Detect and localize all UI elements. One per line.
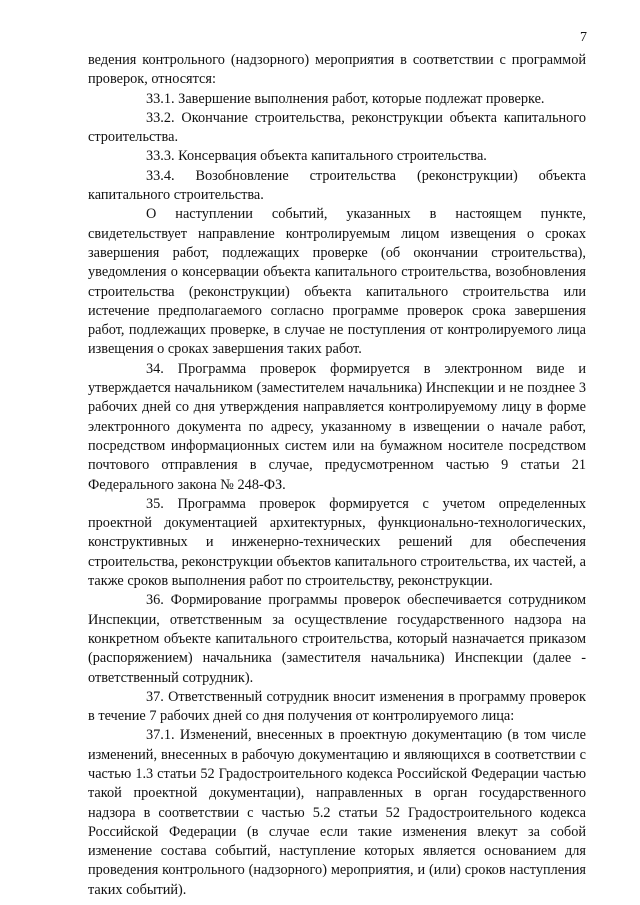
page-number: 7: [580, 30, 587, 45]
paragraph-33-3: 33.3. Консервация объекта капитального строительства.: [146, 148, 487, 165]
document-body: [88, 51, 586, 900]
paragraph-35: 35. Программа проверок формируется с учетом определенных проектной документацией архитектурных, функционально-технологических, конструктивных и инженерно-технических решений для обеспечения строительства, реконструкции объектов капитального строительства, их частей, а также сроков выполнения работ по строительству, реконструкции.: [88, 495, 586, 590]
paragraph-36: 36. Формирование программы проверок обеспечивается сотрудником Инспекции, ответственным за осуществление государственного надзора на конкретном объекте капитального строительства, который назначается приказом (распоряжением) начальника (заместителя начальника) Инспекции (далее - ответственный сотрудник).: [88, 592, 586, 686]
paragraph-37: 37. Ответственный сотрудник вносит изменения в программу проверок в течение 7 рабочих дней со дня получения от контролируемого лица:: [88, 688, 586, 725]
paragraph-continuation: ведения контрольного (надзорного) мероприятия в соответствии с программой проверок, относятся:: [88, 52, 586, 88]
paragraph-33-1: 33.1. Завершение выполнения работ, которые подлежат проверке.: [146, 90, 545, 107]
paragraph-37-1: 37.1. Изменений, внесенных в проектную документацию (в том числе изменений, внесенных в рабочую документацию и являющихся в соответствии с частью 1.3 статьи 52 Градостроительного кодекса Российской Федерации частью такой проектной документации), направленных в орган государственного надзора в соответствии с частью 5.2 статьи 52 Градостроительного кодекса Российской Федерации (в случае если такие изменения влекут за собой изменение состава событий, наступление которых является основанием для проведения контрольного (надзорного) мероприятия, и (или) сроков наступления таких событий).: [88, 727, 586, 898]
paragraph-33-2: 33.2. Окончание строительства, реконструкции объекта капитального строительства.: [88, 109, 586, 146]
paragraph-events-notice: О наступлении событий, указанных в настоящем пункте, свидетельствует направление контролируемым лицом извещения о сроках завершения работ, подлежащих проверке (об окончании строительства), уведомления о консервации объекта капитального строительства, возобновления строительства (реконструкции) объекта капитального строительства или истечение предполагаемого согласно программе проверок срока завершения работ, подлежащих проверке, в случае не поступления от контролируемого лица извещения о сроках завершения таких работ.: [88, 206, 586, 358]
paragraph-33-4: 33.4. Возобновление строительства (реконструкции) объекта капитального строительства.: [88, 167, 586, 204]
paragraph-34: 34. Программа проверок формируется в электронном виде и утверждается начальником (заместителем начальника) Инспекции и не позднее 3 рабочих дней со дня утверждения направляется контролируемому лицу в форме электронного документа по адресу, указанному в извещении о начале работ, посредством информационных систем или на бумажном носителе посредством почтового отправления в случае, предусмотренном частью 9 статьи 21 Федерального закона № 248-ФЗ.: [88, 360, 586, 493]
